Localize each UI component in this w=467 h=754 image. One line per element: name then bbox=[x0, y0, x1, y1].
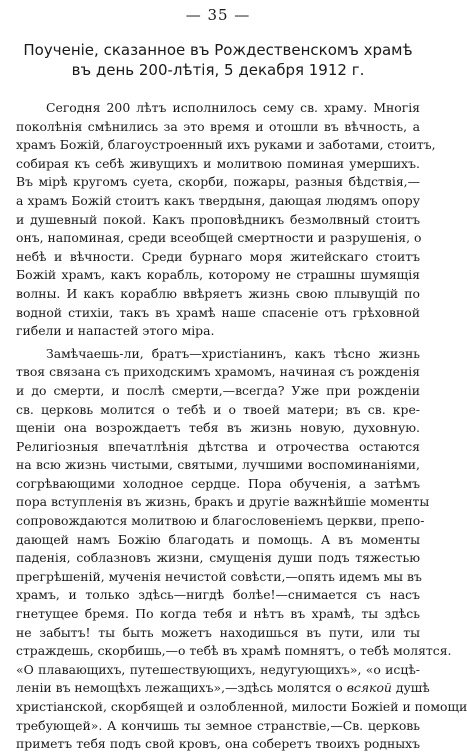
text-line: храмъ Божій, благоустроенный ихъ руками и заботами, стоитъ, bbox=[16, 137, 436, 153]
text-line: дающей намъ Божію благодать и помощь. А въ моменты bbox=[16, 531, 420, 547]
text-line: «О плавающихъ, путешествующихъ, недугующихъ», «о исцѣ- bbox=[16, 661, 420, 677]
text-line: паденія, соблазновъ жизни, смущенія души подъ тяжестью bbox=[16, 550, 420, 566]
text-line: и душевный покой. Какъ проповѣдникъ безмолвный стоитъ bbox=[16, 211, 420, 227]
text-line: сопровождаются молитвою и благословеніемъ церкви, препо- bbox=[16, 513, 425, 529]
emphasized-word: всякой bbox=[346, 680, 392, 696]
text-line: св. церковь молится о тебѣ и о твоей матери; въ св. кре- bbox=[16, 401, 420, 417]
sermon-body bbox=[16, 99, 467, 754]
text-line: страждешь, скорбишь,—о тебѣ въ храмѣ помнятъ, о тебѣ молятся. bbox=[16, 643, 452, 659]
paragraph-2 bbox=[16, 345, 467, 754]
paragraph-1 bbox=[16, 99, 436, 341]
text-line: небѣ и вѣчности. Среди бурнаго моря житейскаго стоитъ bbox=[16, 248, 420, 264]
text-line-with-emphasis bbox=[16, 679, 430, 698]
text-line: водной стихіи, такъ въ храмѣ наше спасеніе отъ грѣховной bbox=[16, 304, 420, 320]
text-line: Божій храмъ, какъ корабль, которому не страшны шумящія bbox=[16, 267, 420, 283]
text-line: и до смерти, и послѣ смерти,—всегда? Уже при рожденіи bbox=[16, 382, 420, 398]
text-line: Въ мірѣ кругомъ суета, скорби, пожары, разныя бѣдствія,— bbox=[16, 174, 420, 190]
text-line: пора вступленія въ жизнь, бракъ и другіе важнѣйшіе моменты bbox=[16, 494, 430, 510]
text-line: гибели и напастей этого міра. bbox=[16, 323, 215, 339]
text-line: щеніи она возрождаетъ тебя въ жизнь новую, духовную. bbox=[16, 420, 420, 436]
text-line: не забытъ! ты быть можетъ находишься въ пути, или ты bbox=[16, 624, 420, 640]
text-line: прегрѣшеній, мученія нечистой совѣсти,—опять идемъ мы въ bbox=[16, 568, 422, 584]
text-line: христіанской, скорбящей и озлобленной, милости Божіей и помощи bbox=[16, 699, 467, 714]
title-line-1: Поученіе, сказанное въ Рождественскомъ храмѣ bbox=[23, 41, 413, 59]
title-line-2: въ день 200-лѣтія, 5 декабря 1912 г. bbox=[71, 61, 365, 79]
text-line: гнетущее бремя. По когда тебя и нѣтъ въ храмѣ, ты здѣсь bbox=[16, 606, 420, 622]
text-line: а храмъ Божій стоитъ какъ твердыня, дающая людямъ опору bbox=[16, 192, 420, 208]
text-line: Сегодня 200 лѣтъ исполнилось сему св. храму. Многія bbox=[46, 100, 420, 115]
text-line: собирая къ себѣ живущихъ и молитвою поминая умершихъ. bbox=[16, 155, 420, 171]
text-line: волны. И какъ кораблю ввѣряетъ жизнь свою плывущій по bbox=[16, 285, 420, 301]
text-line: Религіозныя впечатлѣнія дѣтства и отрочества остаются bbox=[16, 438, 420, 454]
text-line: храмъ, и только здѣсь—нигдѣ болѣе!—снимается съ насъ bbox=[16, 587, 420, 603]
sermon-title bbox=[16, 40, 420, 80]
text-line: приметъ тебя подъ свой кровъ, она соберетъ твоихъ родныхъ bbox=[16, 736, 420, 752]
text-segment: душѣ bbox=[391, 680, 430, 696]
text-line: требующей». А кончишь ты земное странствіе,—Св. церковь bbox=[16, 717, 420, 733]
text-line: поколѣнія смѣнились за это время и отошли въ вѣчность, а bbox=[16, 118, 420, 134]
text-line: на всю жизнь чистыми, святыми, лучшими воспоминаніями, bbox=[16, 457, 420, 473]
text-line: онъ, напоминая, среди всеобщей смертности и разрушенія, о bbox=[16, 230, 422, 246]
text-line: согрѣвающими холодное сердце. Пора обученія, а затѣмъ bbox=[16, 475, 420, 491]
page-number: — 35 — bbox=[185, 6, 251, 24]
text-line: твоя связана съ приходскимъ храмомъ, начиная съ рожденія bbox=[16, 364, 420, 380]
text-line: Замѣчаешь-ли, братъ—христіанинъ, какъ тѣсно жизнь bbox=[46, 345, 420, 361]
text-segment: леніи въ немощѣхъ лежащихъ»,—здѣсь молятся о bbox=[16, 680, 347, 696]
